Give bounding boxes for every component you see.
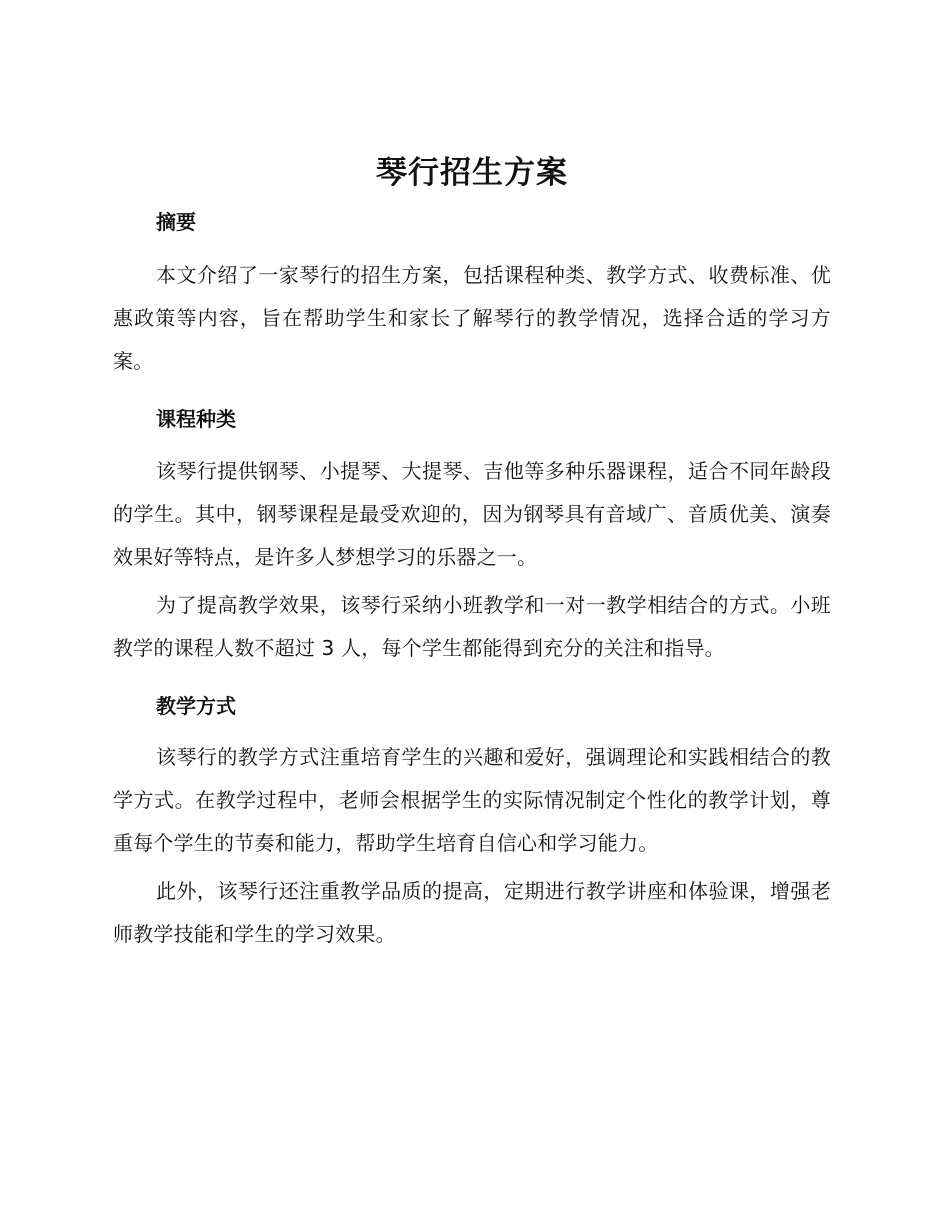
section-heading-teaching-method: 教学方式 bbox=[156, 694, 236, 718]
section-heading-course-types: 课程种类 bbox=[156, 407, 236, 431]
section-heading-abstract: 摘要 bbox=[156, 210, 196, 234]
document-title: 琴行招生方案 bbox=[376, 155, 568, 191]
document-page bbox=[113, 150, 831, 956]
paragraph-teaching-method-2: 此外，该琴行还注重教学品质的提高，定期进行教学讲座和体验课，增强老师教学技能和学生的学习效果。 bbox=[113, 879, 831, 946]
paragraph-abstract: 本文介绍了一家琴行的招生方案，包括课程种类、教学方式、收费标准、优惠政策等内容，旨在帮助学生和家长了解琴行的教学情况，选择合适的学习方案。 bbox=[113, 263, 831, 373]
paragraph-teaching-method-1: 该琴行的教学方式注重培育学生的兴趣和爱好，强调理论和实践相结合的教学方式。在教学过程中，老师会根据学生的实际情况制定个性化的教学计划，尊重每个学生的节奏和能力，帮助学生培育自信心和学习能力。 bbox=[113, 745, 831, 855]
paragraph-course-types-1: 该琴行提供钢琴、小提琴、大提琴、吉他等多种乐器课程，适合不同年龄段的学生。其中，钢琴课程是最受欢迎的，因为钢琴具有音域广、音质优美、演奏效果好等特点，是许多人梦想学习的乐器之一。 bbox=[113, 459, 831, 569]
paragraph-course-types-2: 为了提高教学效果，该琴行采纳小班教学和一对一教学相结合的方式。小班教学的课程人数不超过 3 人，每个学生都能得到充分的关注和指导。 bbox=[113, 593, 831, 660]
